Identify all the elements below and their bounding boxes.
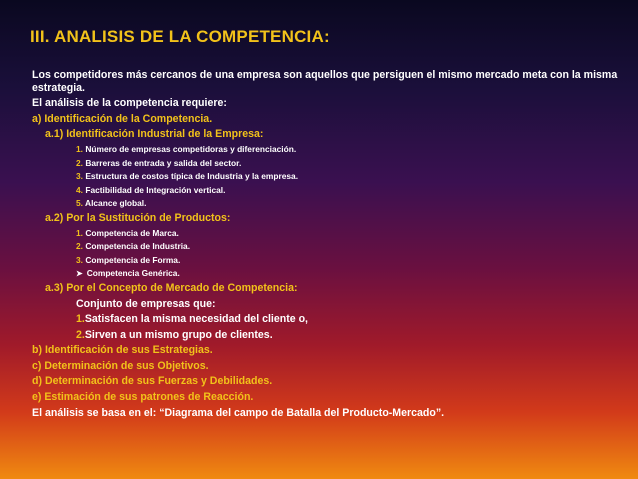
requires-text: El análisis de la competencia requiere: (32, 97, 227, 110)
list-item: 5. Alcance global. (76, 198, 147, 209)
arrow-bullet-icon: ➤ (76, 269, 83, 279)
subsection-a2 (32, 211, 622, 227)
section-c: c) Determinación de sus Objetivos. (32, 359, 209, 372)
list-item: 2.Sirven a un mismo grupo de clientes. (76, 328, 273, 341)
a1-list (32, 143, 622, 211)
section-a-heading: a) Identificación de la Competencia. (32, 112, 213, 125)
list-item: 3. Estructura de costos típica de Industria y la empresa. (76, 171, 299, 182)
slide-title: III. ANALISIS DE LA COMPETENCIA: (30, 27, 330, 46)
subsection-a1 (32, 127, 622, 143)
list-item: 2. Competencia de Industria. (76, 241, 191, 252)
list-item: 4. Factibilidad de Integración vertical. (76, 184, 226, 195)
list-item: 2. Barreras de entrada y salida del sector. (76, 157, 242, 168)
subsection-a1-heading: a.1) Identificación Industrial de la Empresa: (45, 128, 264, 141)
section-b: b) Identificación de sus Estrategias. (32, 344, 213, 357)
section-d: d) Determinación de sus Fuerzas y Debilidades. (32, 375, 273, 388)
list-item: 3. Competencia de Forma. (76, 254, 181, 265)
subsection-a3 (32, 281, 622, 297)
subsection-a3-heading: a.3) Por el Concepto de Mercado de Competencia: (45, 281, 298, 294)
list-item: 1.Satisfacen la misma necesidad del cliente o, (76, 313, 308, 326)
a3-intro: Conjunto de empresas que: (76, 297, 216, 310)
a2-list (32, 227, 622, 281)
list-item: 1. Número de empresas competidoras y diferenciación. (76, 143, 297, 154)
list-item: ➤ Competencia Genérica. (32, 267, 622, 281)
section-e: e) Estimación de sus patrones de Reacción. (32, 391, 254, 404)
list-item: 1. Competencia de Marca. (76, 227, 179, 238)
closing-text: El análisis se basa en el: “Diagrama del campo de Batalla del Producto-Mercado”. (32, 406, 445, 419)
subsection-a2-heading: a.2) Por la Sustitución de Productos: (45, 211, 231, 224)
slide-body (32, 69, 622, 421)
a3-list (32, 297, 622, 344)
intro-text: Los competidores más cercanos de una empresa son aquellos que persiguen el mismo mercado meta con la misma estrategia. (32, 69, 618, 94)
